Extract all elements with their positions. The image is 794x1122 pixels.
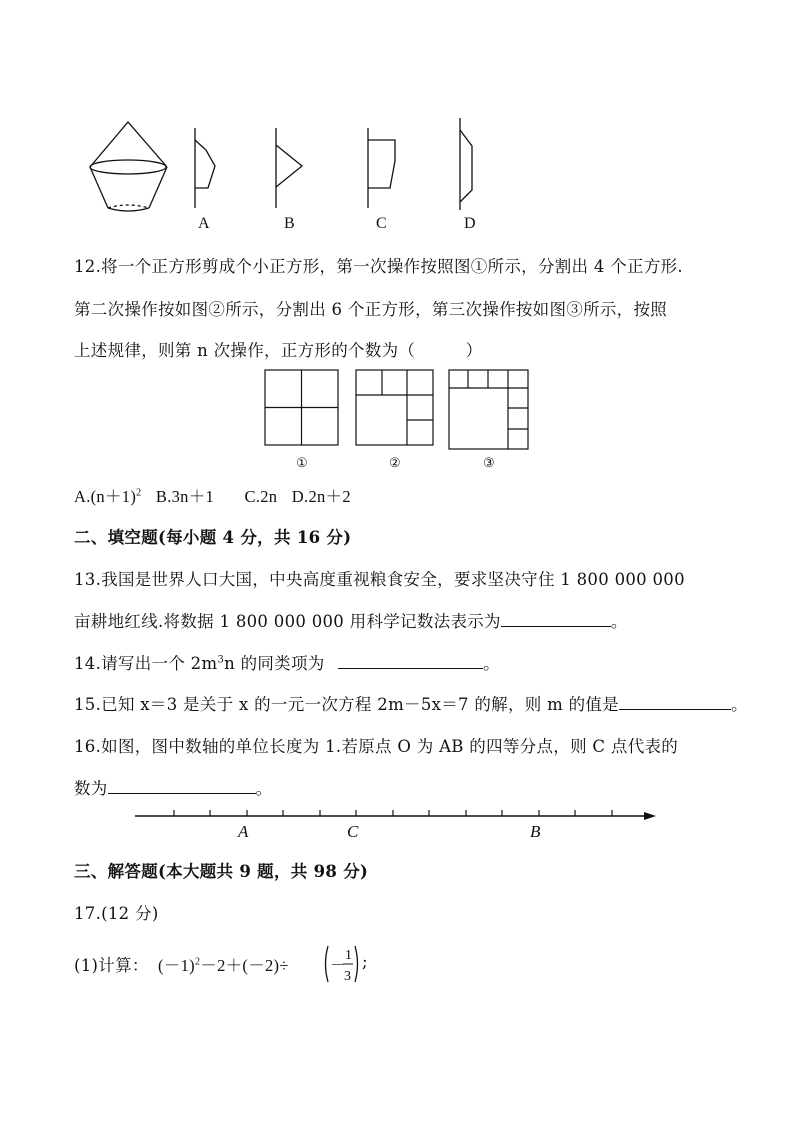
q17-title: 17.(12 分)	[74, 904, 159, 923]
q11-figure-row	[80, 110, 520, 235]
option-a-label: A	[198, 215, 210, 232]
q17-part1-label: (1)计算：	[74, 956, 149, 975]
q12-option-a: $A.(n+1)^2$	[74, 487, 142, 506]
figure-2-label: ②	[389, 455, 401, 470]
point-a-label: A	[238, 822, 249, 841]
point-c-label: C	[347, 822, 359, 841]
number-line-arrow	[644, 812, 656, 820]
q14-exponent: 3	[217, 654, 225, 666]
figure-1-squares	[265, 370, 338, 445]
option-c-view	[368, 128, 395, 208]
option-d-view	[460, 118, 472, 210]
q13-line1: 13.我国是世界人口大国，中央高度重视粮食安全，要求坚决守住 1 800 000 000	[74, 570, 685, 589]
q17-paren-fraction	[322, 942, 362, 986]
q12-square-figures	[260, 365, 540, 475]
q14-line: 14.请写出一个 $2m^3n$ 的同类项为 。	[74, 654, 500, 673]
q12-option-d: D.2n＋2	[291, 487, 351, 506]
q12-stem-line1: 12.将一个正方形剪成个小正方形，第一次操作按照图①所示，分割出 4 个正方形.	[74, 257, 683, 276]
point-b-label: B	[530, 822, 541, 841]
q12-stem-line3: 上述规律，则第 n 次操作，正方形的个数为（ ）	[74, 341, 483, 360]
figure-3-label: ③	[483, 455, 495, 470]
cone-frustum-solid	[90, 122, 167, 211]
q12-stem-line2: 第二次操作按如图②所示，分割出 6 个正方形，第三次操作按如图③所示，按照	[74, 300, 668, 319]
option-d-label: D	[464, 215, 476, 232]
number-line	[130, 804, 670, 846]
option-b-label: B	[284, 215, 295, 232]
q16-line2: 数为 。	[74, 779, 273, 798]
option-c-label: C	[376, 215, 387, 232]
q13-line2: 亩耕地红线.将数据 1 800 000 000 用科学记数法表示为 。	[74, 612, 628, 631]
section-3-heading: 三、解答题(本大题共 9 题，共 98 分)	[74, 862, 369, 881]
q16-answer-blank[interactable]	[108, 779, 256, 794]
q17-fraction-denominator: 3	[344, 969, 352, 984]
number-line-ticks	[174, 810, 612, 816]
option-a-view	[195, 128, 215, 208]
q15-line: 15.已知 x＝3 是关于 x 的一元一次方程 2m－5x＝7 的解，则 m 的值是 。	[74, 695, 748, 714]
q17-tail: ;	[362, 952, 368, 971]
q12-options	[74, 483, 351, 507]
q12-option-a-exponent: 2	[136, 487, 142, 499]
option-b-view	[276, 128, 302, 208]
q16-line1: 16.如图，图中数轴的单位长度为 1.若原点 O 为 AB 的四等分点，则 C 点代表的	[74, 737, 679, 756]
q17-fraction-numerator: 1	[345, 948, 353, 963]
q14-answer-blank[interactable]	[338, 654, 483, 669]
q12-option-b: B.3n＋1	[155, 487, 215, 506]
q13-answer-blank[interactable]	[501, 612, 611, 627]
figure-1-label: ①	[296, 455, 308, 470]
q17-fraction-sign: －	[330, 958, 346, 974]
q17-exponent: 2	[194, 956, 201, 968]
q15-answer-blank[interactable]	[619, 695, 731, 710]
q17-expression: $(-1)^2-2+(-2)\div$	[158, 956, 289, 975]
section-2-heading: 二、填空题(每小题 4 分，共 16 分)	[74, 528, 352, 547]
figure-3-squares	[449, 370, 528, 449]
q12-option-c: C.2n	[244, 487, 278, 506]
figure-2-squares	[356, 370, 433, 445]
